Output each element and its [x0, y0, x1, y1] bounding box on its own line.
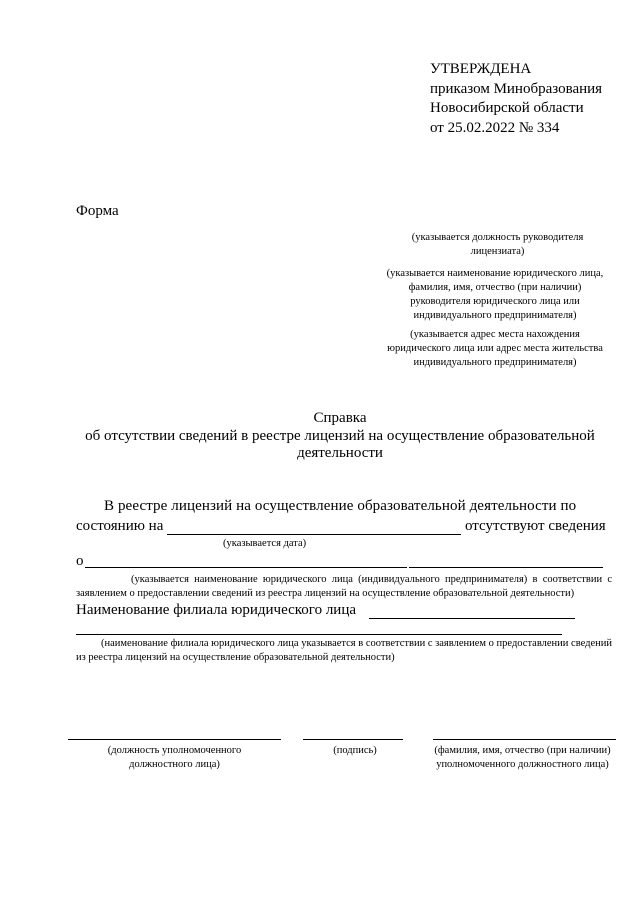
branch-note: (наименование филиала юридического лица указывается в соответствии с заявлением о предоставлении сведений из реестра лицензий на осуществление образовательной деятельности) [76, 638, 612, 663]
branch-label: Наименование филиала юридического лица [76, 602, 357, 618]
branch-name-line [369, 604, 575, 619]
position-signature-line [68, 727, 281, 740]
approval-stamp [430, 60, 602, 138]
entity-name-note: (указывается наименование юридического лица, фамилия, имя, отчество (при наличии) руководителя юридического лица или индивидуального предпринимателя) [386, 268, 604, 321]
body-line-1: В реестре лицензий на осуществление образовательной деятельности по [104, 498, 577, 514]
org-name-line-extension [409, 552, 603, 568]
address-note: (указывается адрес места нахождения юридического лица или адрес места жительства индивидуального предпринимателя) [387, 329, 603, 368]
title-line-2: об отсутствии сведений в реестре лицензий на осуществление образовательной деятельности [85, 427, 595, 461]
body-line-2-end: отсутствуют сведения [465, 518, 606, 534]
o-letter: о [76, 553, 84, 569]
date-field-line [167, 520, 461, 535]
date-note: (указывается дата) [223, 538, 307, 549]
body-line-2-start: состоянию на [76, 518, 164, 534]
approval-line-3: Новосибирской области [430, 100, 584, 116]
signature-line [303, 727, 403, 740]
name-caption: (фамилия, имя, отчество (при наличии) уполномоченного должностного лица) [434, 745, 611, 770]
approval-line-2: приказом Минобразования [430, 80, 603, 97]
document-title [70, 410, 610, 463]
branch-continuation-line [76, 620, 562, 635]
org-note: (указывается наименование юридического лица (индивидуального предпринимателя) в соответствии с заявлением о предоставлении сведений из реестра лицензий на осуществление образовательной деятельности) [76, 574, 612, 599]
form-label: Форма [76, 203, 119, 219]
approval-line-1: УТВЕРЖДЕНА [430, 61, 532, 77]
position-caption: (должность уполномоченного должностного лица) [107, 745, 242, 770]
title-line-1: Справка [313, 410, 367, 426]
name-signature-line [433, 727, 616, 740]
head-position-note: (указывается должность руководителя лицензиата) [411, 232, 584, 257]
approval-line-4: от 25.02.2022 № 334 [430, 119, 560, 136]
signature-caption: (подпись) [333, 745, 377, 756]
org-name-line [85, 552, 407, 568]
